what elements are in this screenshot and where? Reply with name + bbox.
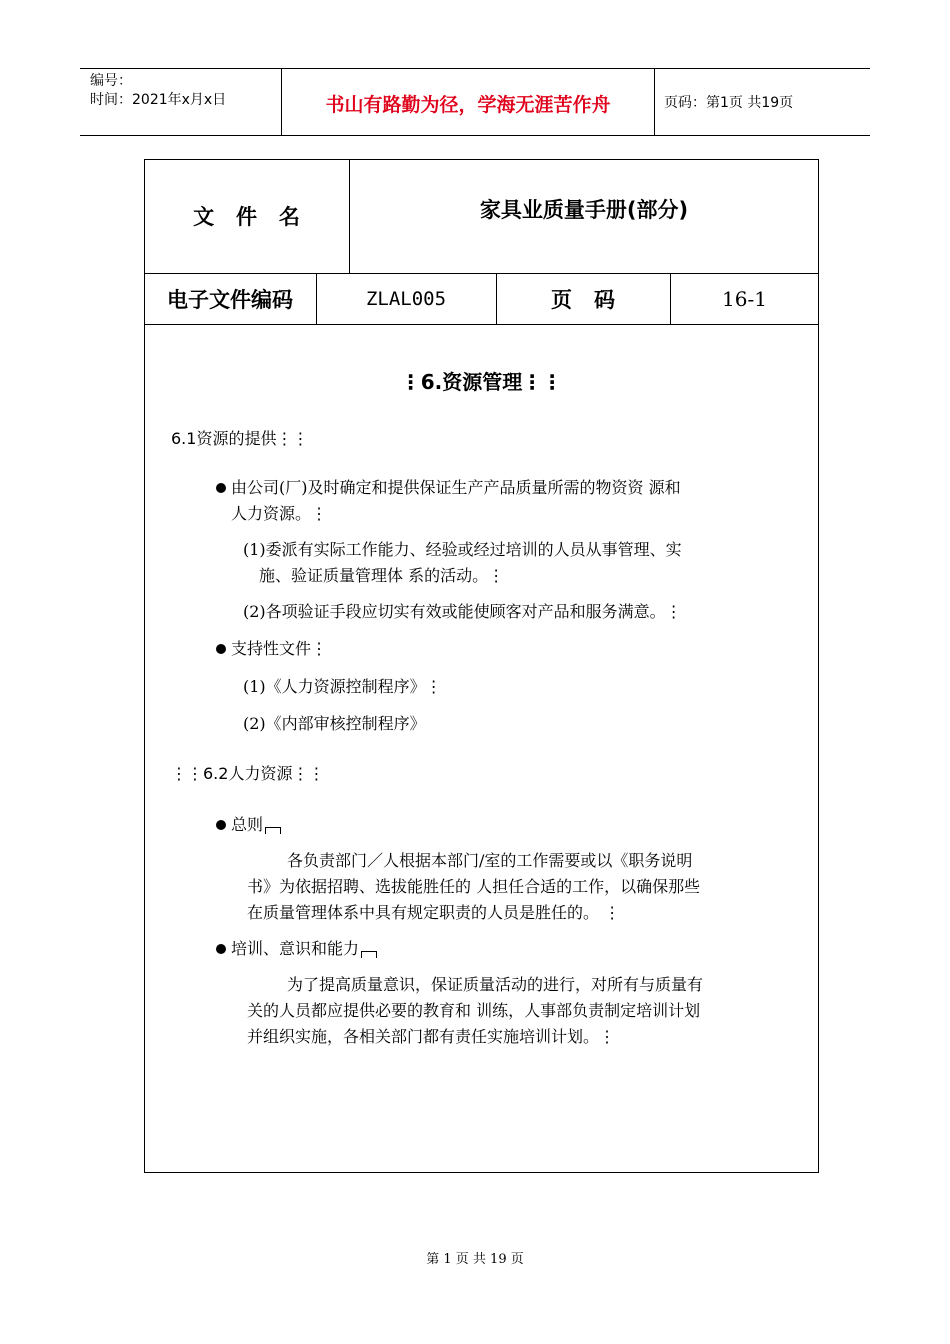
s62-general-p3: 在质量管理体系中具有规定职责的人员是胜任的。 ⋮ (247, 903, 621, 922)
header-number-label: 编号： (90, 73, 132, 89)
s61-bullet1-line2: 人力资源。⋮ (231, 504, 328, 523)
s62-general-heading (231, 815, 281, 835)
file-name-value: 家具业质量手册(部分) (479, 198, 689, 222)
section-6-1-heading: 6.1资源的提供⋮⋮ (171, 429, 309, 448)
bullet-icon (216, 944, 226, 954)
bullet-icon (216, 644, 226, 654)
section-title: ⋮6.资源管理⋮⋮ (400, 370, 563, 394)
file-name-label: 文 件 名 (193, 205, 300, 229)
s61-doc1: (1)《人力资源控制程序》⋮ (243, 677, 442, 696)
s62-general-p1: 各负责部门／人根据本部门/室的工作需要或以《职务说明 (287, 851, 693, 870)
electronic-code-value: ZLAL005 (365, 287, 447, 310)
header-page-info: 页码：第1页 共19页 (664, 95, 794, 111)
s61-item2: (2)各项验证手段应切实有效或能使顾客对产品和服务满意。⋮ (243, 602, 682, 621)
s61-bullet1-line1: 由公司(厂)及时确定和提供保证生产产品质量所需的物资资 源和 (231, 478, 681, 497)
s61-supporting-docs: 支持性文件⋮ (231, 639, 328, 658)
header-divider-right (654, 68, 655, 135)
s61-item1-line1: (1)委派有实际工作能力、经验或经过培训的人员从事管理、实 (243, 540, 682, 559)
s62-general-p2: 书》为依据招聘、选拔能胜任的 人担任合适的工作，以确保那些 (247, 877, 701, 896)
bracket-mark-icon (265, 827, 281, 834)
page-label: 页 码 (551, 287, 615, 312)
header-top-rule (80, 68, 870, 69)
s61-item1-line2: 施、验证质量管理体 系的活动。⋮ (259, 566, 505, 585)
bracket-mark-icon (361, 951, 377, 958)
page-value: 16-1 (722, 286, 767, 311)
s61-doc2: (2)《内部审核控制程序》 (243, 714, 426, 733)
table-row-divider-2 (144, 324, 819, 325)
s62-general-label: 总则 (231, 815, 264, 834)
s62-training-p1: 为了提高质量意识，保证质量活动的进行，对所有与质量有 (287, 975, 704, 994)
bullet-icon (216, 820, 226, 830)
section-6-2-heading: ⋮⋮6.2人力资源⋮⋮ (171, 764, 325, 783)
s62-training-label: 培训、意识和能力 (231, 939, 360, 958)
electronic-code-label: 电子文件编码 (167, 287, 293, 312)
page-footer: 第 1 页 共 19 页 (426, 1252, 524, 1267)
s62-training-p2: 关的人员都应提供必要的教育和 训练，人事部负责制定培训计划 (247, 1001, 701, 1020)
s62-training-p3: 并组织实施，各相关部门都有责任实施培训计划。⋮ (247, 1027, 616, 1046)
header-motto: 书山有路勤为径，学海无涯苦作舟 (325, 94, 611, 116)
header-bottom-rule (80, 135, 870, 136)
s62-training-heading (231, 939, 377, 959)
header-date-label: 时间：2021年x月x日 (90, 92, 227, 108)
bullet-icon (216, 483, 226, 493)
